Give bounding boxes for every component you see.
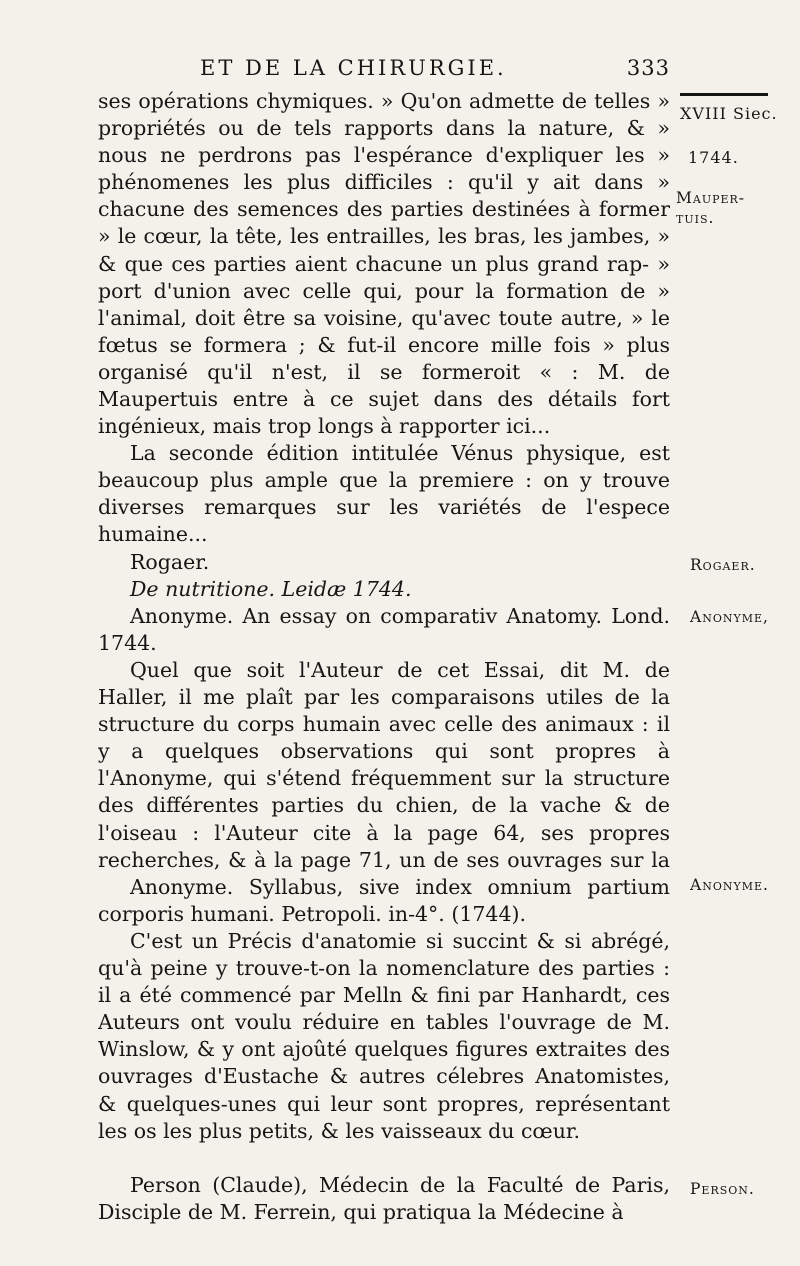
margin-note-maupertuis: Mauper-tuis. — [676, 189, 746, 227]
entry-anonyme-essay: Anonyme. An essay on comparativ Anatomy. Lond. 1744. — [98, 604, 670, 656]
margin-note-anonyme-2: Anonyme. — [690, 876, 769, 894]
page-number: 333 — [626, 56, 670, 80]
margin-note-anonyme-1: Anonyme, — [690, 608, 769, 626]
paragraph-haller-comment: Quel que soit l'Auteur de cet Essai, dit M. de Haller, il me plaît par les comparaisons utiles de la structure du corps humain avec celle des animaux : il y a quelques observations qui sont propres à l'Anonyme, qui s'étend fréquemment sur la structure des différentes parties du chien, de la vache & de l'oiseau : l'Auteur cite à la page 64, ses propres recherches, & à la page 71, un de ses ouvrages sur la — [98, 658, 670, 872]
margin-note-person: Person. — [690, 1180, 755, 1198]
margin-note-century: XVIII Siec. — [680, 104, 778, 123]
running-header — [200, 56, 670, 82]
margin-rule — [680, 93, 768, 96]
entry-anonyme-syllabus: Anonyme. Syllabus, sive index omnium partium corporis humani. Petropoli. in-4°. (1744). — [98, 875, 670, 927]
entry-rogaer: Rogaer. — [130, 550, 210, 574]
paragraph-precis-anatomie: C'est un Précis d'anatomie si succint & si abrégé, qu'à peine y trouve-t-on la nomenclature des parties : il a été commencé par Melln & fini par Hanhardt, ces Auteurs ont voulu réduire en tables l'ouvrage de M. Winslow, & y ont ajoûté quelques figures extraites des ouvrages d'Eustache & autres célebres Anatomistes, & quelques-unes qui leur sont propres, représentant les os les plus petits, & les vaisseaux du cœur. — [98, 929, 670, 1143]
paragraph-maupertuis-quote: ses opérations chymiques. » Qu'on admette de telles » propriétés ou de tels rapports dans la nature, & » nous ne perdrons pas l'espérance d'expliquer les » phénomenes les plus difficiles : qu'il y ait dans » chacune des semences des parties destinées à former » le cœur, la tête, les entrailles, les bras, les jambes, » & que ces parties aient chacune un plus grand rap- » port d'union avec celle qui, pour la formation de » l'animal, doit être sa voisine, qu'avec toute autre, » le fœtus se formera ; & fut-il encore mille fois » plus organisé qu'il n'est, il se formeroit « : M. de Maupertuis entre à ce sujet dans des détails fort ingénieux, mais trop longs à rapporter ici... — [98, 89, 670, 439]
entry-person-claude: Person (Claude), Médecin de la Faculté de Paris, Disciple de M. Ferrein, qui pratiqua la Médecine à — [98, 1173, 670, 1225]
header-title: ET DE LA CHIRURGIE. — [200, 56, 507, 80]
margin-note-rogaer: Rogaer. — [690, 556, 756, 574]
margin-note-year: 1744. — [688, 148, 739, 167]
body-text — [98, 88, 670, 1226]
entry-rogaer-title: De nutritione. Leidæ 1744. — [130, 577, 412, 601]
paragraph-venus-physique: La seconde édition intitulée Vénus physique, est beaucoup plus ample que la premiere : on y trouve diverses remarques sur les variétés de l'espece humaine... — [98, 441, 670, 547]
